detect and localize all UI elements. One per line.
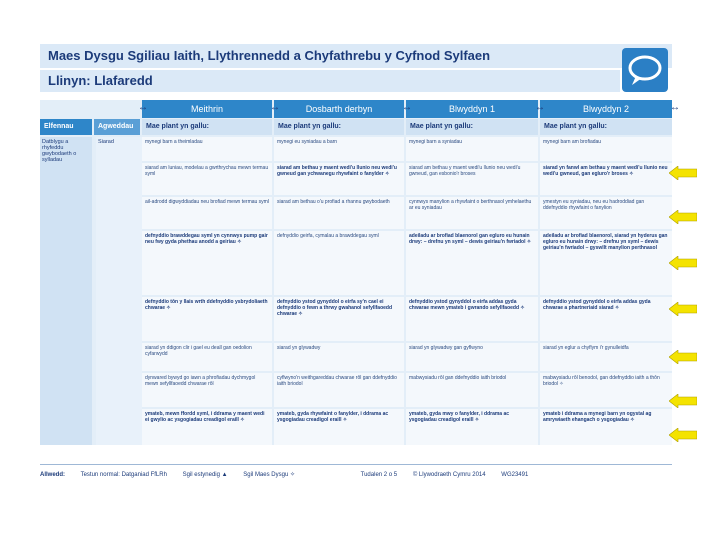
table-cell: siarad am bethau y maent wedi'u llunio neu wedi'u gwneud, gan esbonio'r broses [406,163,538,195]
table-cell: defnyddio tôn y llais wrth ddefnyddio ysbrydoliaeth chwarae ✧ [142,297,272,341]
subhead-cell: Mae plant yn gallu: [406,119,538,135]
yellow-arrow-icon [669,256,697,270]
column-head-blwyddyn-1: Blwyddyn 1 [406,100,538,118]
table-cell: siarad yn ddigon clir i gael eu deall gan oedolion cyfarwydd [142,343,272,371]
double-arrow-icon: ↔ [535,102,545,113]
table-cell: mynegi eu syniadau a barn [274,137,404,161]
double-arrow-icon: ↔ [670,102,680,113]
table-cell: defnyddio geirfa, cymalau a brawddegau syml [274,231,404,295]
table-cell: ymateb, gyda mwy o fanylder, i ddrama ac ysgogiadau creadigol eraill ✧ [406,409,538,445]
double-arrow-icon: ↔ [402,102,412,113]
footer [40,468,672,482]
table-cell: mynegi barn a syniadau [406,137,538,161]
table-cell: siarad yn eglur a chyflym i'r gynulleidfa [540,343,672,371]
footer-key-label: Allwedd: [40,472,65,478]
strand-label: Datblygu a rhyfeddu gwybodaeth o sylladau [40,137,92,445]
subhead-cell: Mae plant yn gallu: [540,119,672,135]
table-cell: defnyddio ystod gynyddol o eirfa sy'n cael ei defnyddio o fewn a thrwy gwahanol sefyllfaoedd chwarae ✧ [274,297,404,341]
subhead-cell: Mae plant yn gallu: [142,119,272,135]
speech-bubble-logo-icon [622,48,668,92]
yellow-arrow-icon [669,302,697,316]
table-cell: mynegi barn a theimladau [142,137,272,161]
table-cell: adeiladu ar brofiad blaenorol, siarad yn hyderus gan egluro eu hunain drwy: – drefnu yn syml – dewis geiriau'n fwriadol – gyswllt manylion perthnasol [540,231,672,295]
table-cell: siarad am bethau o'u profiad a rhannu gwybodaeth [274,197,404,229]
table-cell: defnyddio ystod gynyddol o eirfa addas gyda chwarae mewn ymateb i gwrando sefyllfaoedd ✧ [406,297,538,341]
table-cell: siarad am bethau y maent wedi'u llunio neu wedi'u gwneud gan ychwanegu rhywfaint o fanylder ✧ [274,163,404,195]
double-arrow-icon: ↔ [138,102,148,113]
table-cell: ail-adrodd digwyddiadau neu brofiad mewn termau syml [142,197,272,229]
footer-code: WG23491 [501,472,529,478]
table-cell: mabwysiadu rôl benodol, gan ddefnyddio iaith a thôn briodol ✧ [540,373,672,407]
footer-copyright: © Llywodraeth Cymru 2014 [412,472,486,478]
yellow-arrow-icon [669,166,697,180]
table-cell: mynegi barn am brofiadau [540,137,672,161]
footer-key-item: Testun normal: Datganiad FfLRh [80,472,167,478]
column-head-meithrin: Meithrin [142,100,272,118]
page-title: Maes Dysgu Sgiliau Iaith, Llythrennedd a Chyfathrebu y Cyfnod Sylfaen [40,44,672,68]
table-cell: mabwysiadu rôl gan ddefnyddio iaith briodol [406,373,538,407]
footer-page-number: Tudalen 2 o 5 [360,472,398,478]
footer-key-item: Sgil estynedig ▲ [182,472,228,478]
table-cell: adeiladu ar brofiad blaenorol gan egluro eu hunain drwy: – drefnu yn syml – dewis geiriau'n fwriadol ✧ [406,231,538,295]
subhead-cell: Mae plant yn gallu: [274,119,404,135]
subhead-agweddau: Agweddau [94,119,140,135]
table-cell: siarad am luniau, modelau a gwrthrychau mewn termau syml [142,163,272,195]
footer-divider [40,464,672,465]
yellow-arrow-icon [669,210,697,224]
table-cell: siarad yn fanwl am bethau y maent wedi'u llunio neu wedi'u gwneud, gan egluro'r broses ✧ [540,163,672,195]
table-cell: ymateb i ddrama a mynegi barn yn ogystal ag amrywiaeth ehangach o ysgogiadau ✧ [540,409,672,445]
table-cell: ymestyn eu syniadau, neu eu hadroddiad gan ddefnyddio rhywfaint o fanylion [540,197,672,229]
table-cell: cynnwys manylion a rhywfaint o berthnasol ymhelaethu ar eu syniadau [406,197,538,229]
table-cell: ymateb, mewn ffordd syml, i ddrama y maent wedi ei gwylio ac ysgogiadau creadigol eraill ✧ [142,409,272,445]
table-cell: ymateb, gyda rhywfaint o fanylder, i ddrama ac ysgogiadau creadigol eraill ✧ [274,409,404,445]
footer-key-item: Sgil Maes Dysgu ✧ [243,472,295,478]
column-head-dosbarth-derbyn: Dosbarth derbyn [274,100,404,118]
double-arrow-icon: ↔ [270,102,280,113]
yellow-arrow-icon [669,350,697,364]
table-cell: cyflwyno'n weithgareddau chwarae rôl gan ddefnyddio iaith briodol [274,373,404,407]
yellow-arrow-icon [669,428,697,442]
table-cell: dynwared bywyd go iawn a phrofiadau dychmygol mewn sefyllfaoedd chwarae rôl [142,373,272,407]
table-cell: siarad yn glywadwy [274,343,404,371]
page-subtitle: Llinyn: Llafaredd [40,70,620,92]
table-cell: defnyddio brawddegau syml yn cynnwys pump gair neu fwy gyda phethau anodd a geiriau ✧ [142,231,272,295]
subhead-elfennau: Elfennau [40,119,92,135]
aspect-label: Siarad [96,137,142,445]
table-cell: siarad yn glywadwy gan gyflwyno [406,343,538,371]
yellow-arrow-icon [669,394,697,408]
column-head-blwyddyn-2: Blwyddyn 2 [540,100,672,118]
table-cell: defnyddio ystod gynyddol o eirfa addas gyda chwarae a phartneriaid siarad ✧ [540,297,672,341]
